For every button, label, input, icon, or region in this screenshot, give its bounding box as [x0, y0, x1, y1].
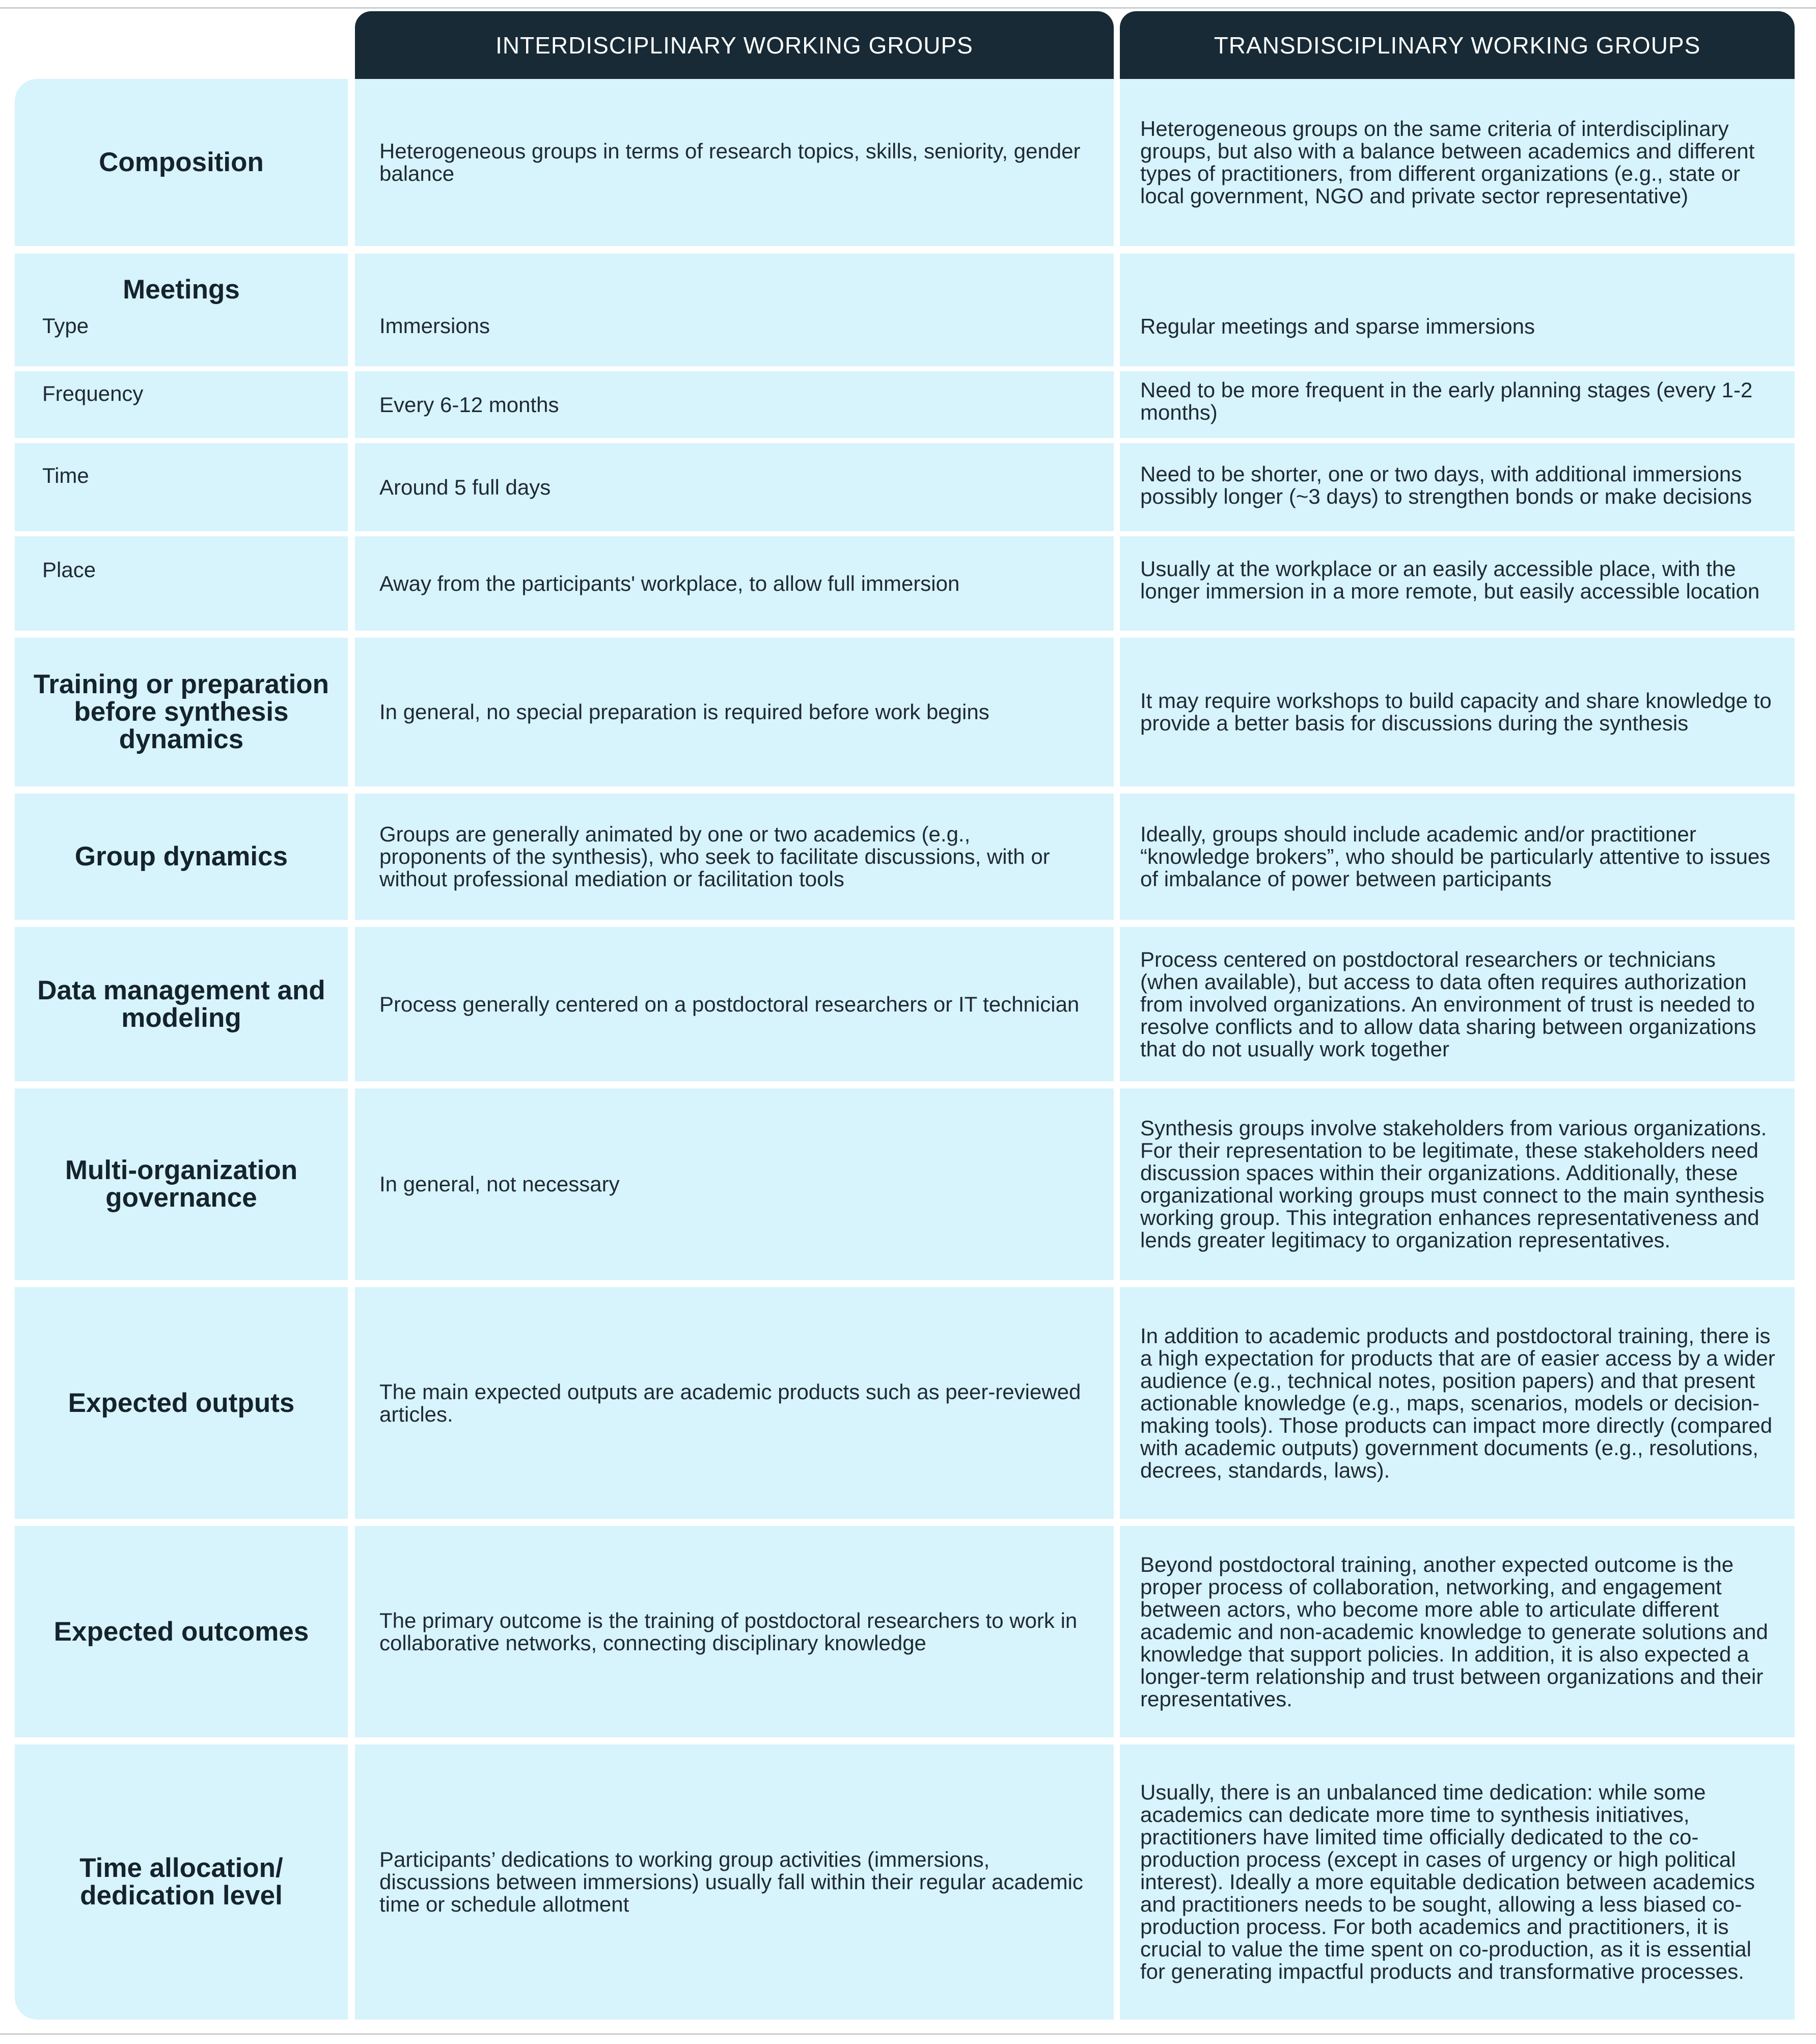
meetings-title: Meetings	[123, 275, 240, 305]
row-label-cell	[15, 79, 348, 246]
meetings-place-trans	[1120, 536, 1795, 624]
row-label-cell	[15, 1526, 348, 1737]
row-label: Data management and modeling	[37, 975, 325, 1033]
interdisciplinary-cell	[355, 1745, 1114, 2020]
transdisciplinary-cell	[1120, 1745, 1795, 2020]
transdisciplinary-cell	[1120, 79, 1795, 246]
meetings-place-label: Place	[42, 558, 96, 582]
interdisciplinary-value: Heterogeneous groups in terms of research topics, skills, seniority, gender balance	[379, 139, 1081, 185]
comparison-table	[15, 79, 1795, 2020]
table-row-composition	[15, 79, 1795, 246]
row-label-cell	[15, 794, 348, 920]
interdisciplinary-cell	[355, 1088, 1114, 1280]
divider	[15, 438, 348, 443]
interdisciplinary-value: Away from the participants' workplace, to allow full immersion	[379, 571, 960, 595]
divider	[1120, 438, 1795, 443]
interdisciplinary-value: In general, not necessary	[379, 1172, 620, 1196]
table-row-meetings	[15, 254, 1795, 631]
divider	[355, 531, 1114, 536]
bottom-rule	[0, 2033, 1816, 2035]
divider	[15, 531, 348, 536]
row-label: Group dynamics	[74, 841, 288, 871]
meetings-frequency-inter	[355, 371, 1114, 438]
row-label: Expected outputs	[68, 1387, 295, 1418]
interdisciplinary-value: The primary outcome is the training of postdoctoral researchers to work in collaborative networks, connecting disciplinary knowledge	[379, 1608, 1078, 1655]
transdisciplinary-value: Process centered on postdoctoral researchers or technicians (when available), but access to data often requires authorization from involved organizations. An environment of trust is needed to resolve conflicts and to allow data sharing between organizations that do not usually work together	[1140, 947, 1756, 1061]
table-row-group-dynamics	[15, 794, 1795, 920]
meetings-place-inter	[355, 536, 1114, 631]
interdisciplinary-cell	[355, 79, 1114, 246]
divider	[15, 366, 348, 371]
interdisciplinary-cell	[355, 794, 1114, 920]
interdisciplinary-value: Participants’ dedications to working group activities (immersions, discussions between immersions) usually fall within their regular academic time or schedule allotment	[379, 1847, 1083, 1916]
meetings-time-label: Time	[42, 464, 89, 487]
header-transdisciplinary: TRANSDISCIPLINARY WORKING GROUPS	[1120, 11, 1795, 79]
row-label-cell	[15, 1088, 348, 1280]
meetings-type-label: Type	[42, 314, 89, 338]
transdisciplinary-cell	[1120, 1526, 1795, 1737]
transdisciplinary-value: Need to be shorter, one or two days, with additional immersions possibly longer (~3 days) to strengthen bonds or make decisions	[1140, 462, 1752, 508]
header-interdisciplinary: INTERDISCIPLINARY WORKING GROUPS	[355, 11, 1114, 79]
transdisciplinary-value: Need to be more frequent in the early planning stages (every 1-2 months)	[1140, 378, 1753, 424]
interdisciplinary-value: The main expected outputs are academic products such as peer-reviewed articles.	[379, 1379, 1081, 1426]
top-rule	[0, 7, 1816, 9]
divider	[355, 438, 1114, 443]
row-label-cell	[15, 638, 348, 786]
transdisciplinary-value: Heterogeneous groups on the same criteria of interdisciplinary groups, but also with a balance between academics and different types of practitioners, from different organizations (e.g., state or local government, NGO and private sector representative)	[1140, 117, 1755, 208]
transdisciplinary-cell	[1120, 1088, 1795, 1280]
divider	[1120, 366, 1795, 371]
interdisciplinary-value: Groups are generally animated by one or two academics (e.g., proponents of the synthesis), who seek to facilitate discussions, with or without professional mediation or facilitation tools	[379, 822, 1050, 891]
transdisciplinary-value: Usually at the workplace or an easily accessible place, with the longer immersion in a more remote, but easily accessible location	[1140, 557, 1760, 603]
transdisciplinary-cell	[1120, 927, 1795, 1081]
row-label: Multi-organization governance	[65, 1155, 298, 1213]
table-row-expected-outputs	[15, 1287, 1795, 1519]
transdisciplinary-cell	[1120, 794, 1795, 920]
interdisciplinary-value: Every 6-12 months	[379, 392, 559, 417]
meetings-frequency-label: Frequency	[42, 381, 144, 405]
transdisciplinary-value: Ideally, groups should include academic and/or practitioner “knowledge brokers”, who should be particularly attentive to issues of imbalance of power between participants	[1140, 822, 1771, 891]
transdisciplinary-value: It may require workshops to build capacity and share knowledge to provide a better basis for discussions during the synthesis	[1140, 689, 1772, 735]
transdisciplinary-value: In addition to academic products and postdoctoral training, there is a high expectation for products that are of easier access by a wider audience (e.g., technical notes, position papers) and that present actionable knowledge (e.g., maps, scenarios, models or decision-making tools). Those products can impact more directly (compared with academic outputs) government documents (e.g., resolutions, decrees, standards, laws).	[1140, 1323, 1775, 1482]
row-label: Expected outcomes	[53, 1616, 309, 1647]
row-label: Time allocation/ dedication level	[79, 1853, 283, 1911]
interdisciplinary-cell	[355, 638, 1114, 786]
meetings-type-inter	[355, 305, 1114, 347]
interdisciplinary-value: Around 5 full days	[379, 475, 551, 499]
interdisciplinary-cell	[355, 1287, 1114, 1519]
meetings-frequency-trans	[1120, 371, 1795, 431]
interdisciplinary-value: Process generally centered on a postdoctoral researchers or IT technician	[379, 992, 1080, 1016]
divider	[355, 366, 1114, 371]
interdisciplinary-cell	[355, 1526, 1114, 1737]
interdisciplinary-value: Immersions	[379, 314, 490, 338]
transdisciplinary-value: Synthesis groups involve stakeholders from various organizations. For their representation to be legitimate, these stakeholders need discussion spaces within their organizations. Additionally, these organizational working groups must connect to the main synthesis working group. This integration enhances representativeness and lends greater legitimacy to organization representatives.	[1140, 1116, 1767, 1252]
row-label: Training or preparation before synthesis dynamics	[33, 669, 329, 754]
meetings-type-trans	[1120, 305, 1795, 348]
table-row-training	[15, 638, 1795, 786]
table-row-data-management	[15, 927, 1795, 1081]
row-label-cell	[15, 927, 348, 1081]
transdisciplinary-cell	[1120, 1287, 1795, 1519]
divider	[1120, 531, 1795, 536]
row-label-cell	[15, 1745, 348, 2020]
table-row-expected-outcomes	[15, 1526, 1795, 1737]
table-row-governance	[15, 1088, 1795, 1280]
interdisciplinary-value: In general, no special preparation is required before work begins	[379, 700, 989, 724]
transdisciplinary-cell	[1120, 638, 1795, 786]
row-label: Composition	[99, 147, 264, 177]
meetings-time-inter	[355, 443, 1114, 531]
transdisciplinary-value: Usually, there is an unbalanced time dedication: while some academics can dedicate more time to synthesis initiatives, practitioners have limited time officially dedicated to the co-production process (except in cases of urgency or high political interest). Ideally a more equitable dedication between academics and practitioners needs to be sought, allowing a less biased co-production process. For both academics and practitioners, it is crucial to value the time spent on co-production, as it is essential for generating impactful products and transformative processes.	[1140, 1780, 1755, 1983]
row-label-cell	[15, 1287, 348, 1519]
transdisciplinary-value: Regular meetings and sparse immersions	[1140, 314, 1535, 338]
interdisciplinary-cell	[355, 927, 1114, 1081]
meetings-time-trans	[1120, 443, 1795, 528]
table-header	[0, 11, 1816, 79]
transdisciplinary-value: Beyond postdoctoral training, another expected outcome is the proper process of collaboration, networking, and engagement between actors, who become more able to articulate different academic and non-academic knowledge to generate solutions and knowledge that support policies. In addition, it is also expected a longer-term relationship and trust between organizations and their representatives.	[1140, 1552, 1768, 1711]
table-row-time-allocation	[15, 1745, 1795, 2020]
